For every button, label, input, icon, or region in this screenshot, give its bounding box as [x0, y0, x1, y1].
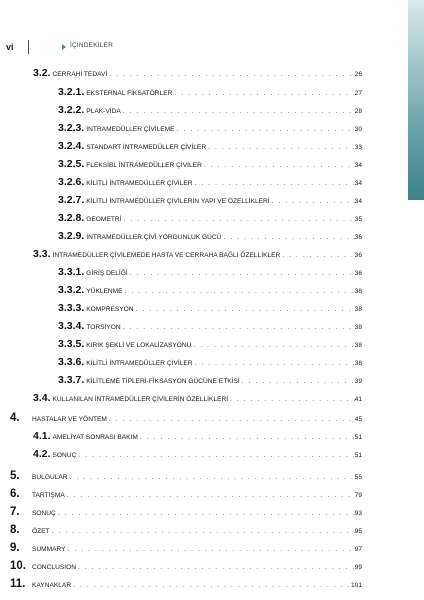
- toc-dot-leader: [193, 360, 355, 367]
- toc-entry[interactable]: [58, 320, 362, 334]
- toc-entry-number: 3.2.9.: [58, 230, 85, 242]
- page-header: [6, 40, 14, 54]
- toc-dot-leader: [50, 528, 355, 535]
- toc-entry-number: 10.: [10, 560, 26, 572]
- toc-entry-number: 3.3.3.: [58, 302, 85, 314]
- toc-entry-title: SUMMARY: [32, 546, 66, 553]
- toc-entry-page: 101: [350, 582, 362, 589]
- toc-entry-title: KİLİTLİ İNTRAMEDÜLLER ÇİVİLER: [86, 360, 193, 367]
- toc-entry[interactable]: [10, 506, 362, 520]
- toc-entry-title: İNTRAMEDÜLLER ÇİVİ YORGUNLUK GÜCÜ: [86, 234, 222, 241]
- toc-entry-title: PLAK-VİDA: [86, 108, 121, 115]
- toc-entry-number: 3.2.6.: [58, 176, 85, 188]
- toc-entry-page: 34: [354, 162, 362, 169]
- toc-entry[interactable]: [58, 194, 362, 208]
- toc-entry-title: GİRİŞ DELİĞİ: [86, 270, 128, 277]
- toc-entry-title: FLEKSİBL İNTRAMEDÜLLER ÇİVİLER: [86, 162, 202, 169]
- toc-entry-page: 39: [354, 378, 362, 385]
- toc-entry-title: SONUÇ: [52, 452, 77, 459]
- toc-entry[interactable]: [58, 230, 362, 244]
- toc-dot-leader: [65, 492, 355, 499]
- toc-entry[interactable]: [58, 122, 362, 136]
- toc-entry-page: 55: [354, 474, 362, 481]
- toc-entry-page: 51: [354, 452, 362, 459]
- toc-entry[interactable]: [33, 248, 362, 262]
- toc-entry-number: 4.2.: [33, 448, 51, 460]
- toc-entry-title: KOMPRESYON: [86, 306, 134, 313]
- toc-dot-leader: [202, 162, 355, 169]
- toc-entry-page: 36: [354, 270, 362, 277]
- toc-entry-page: 38: [354, 324, 362, 331]
- toc-entry-number: 3.3.1.: [58, 266, 85, 278]
- toc-entry[interactable]: [10, 470, 362, 484]
- toc-entry[interactable]: [10, 524, 362, 538]
- toc-entry-number: 3.2.4.: [58, 140, 85, 152]
- toc-dot-leader: [175, 126, 355, 133]
- toc-dot-leader: [138, 434, 355, 441]
- toc-entry-page: 33: [354, 144, 362, 151]
- toc-entry-number: 3.2.7.: [58, 194, 85, 206]
- toc-dot-leader: [280, 252, 354, 259]
- toc-entry-title: CERRAHİ TEDAVİ: [52, 71, 108, 78]
- toc-entry-title: TARTIŞMA: [32, 492, 65, 499]
- toc-dot-leader: [121, 324, 355, 331]
- toc-entry[interactable]: [58, 140, 362, 154]
- toc-entry-title: YÜKLENME: [86, 288, 123, 295]
- toc-entry-number: 3.2.5.: [58, 158, 85, 170]
- toc-entry-title: KİLİTLEME TİPLERİ-FİKSASYON GÜCÜNE ETKİSİ: [86, 378, 240, 385]
- toc-entry-number: 3.2.1.: [58, 86, 85, 98]
- toc-entry[interactable]: [10, 542, 362, 556]
- toc-dot-leader: [240, 378, 355, 385]
- toc-entry-page: 97: [354, 546, 362, 553]
- toc-entry[interactable]: [58, 356, 362, 370]
- toc-entry-title: KULLANILAN İNTRAMEDÜLLER ÇİVİLERİN ÖZELLİKLERİ: [52, 396, 229, 403]
- toc-dot-leader: [134, 306, 355, 313]
- toc-entry-page: 45: [354, 416, 362, 423]
- toc-entry-page: 38: [354, 342, 362, 349]
- toc-entry-title: BULGULAR: [32, 474, 68, 481]
- toc-dot-leader: [56, 510, 355, 517]
- toc-entry-page: 34: [354, 180, 362, 187]
- toc-entry-number: 8.: [10, 524, 20, 536]
- page-number: vi: [6, 42, 14, 52]
- toc-dot-leader: [221, 234, 354, 241]
- header-separator: [28, 40, 29, 54]
- toc-entry-number: 6.: [10, 488, 20, 500]
- toc-entry-title: AMELİYAT SONRASI BAKIM: [52, 434, 138, 441]
- side-color-tab: [408, 0, 424, 200]
- toc-entry-page: 38: [354, 288, 362, 295]
- toc-entry-number: 3.3.5.: [58, 338, 85, 350]
- toc-entry-page: 38: [354, 360, 362, 367]
- toc-entry-number: 3.3.6.: [58, 356, 85, 368]
- toc-entry[interactable]: [33, 448, 362, 462]
- toc-dot-leader: [193, 180, 355, 187]
- toc-entry-number: 3.3.4.: [58, 320, 85, 332]
- toc-entry-title: TORSİYON: [86, 324, 121, 331]
- toc-entry-number: 7.: [10, 506, 20, 518]
- toc-entry-number: 3.3.7.: [58, 374, 85, 386]
- toc-entry-page: 79: [354, 492, 362, 499]
- toc-entry-number: 3.2.2.: [58, 104, 85, 116]
- header-title: İÇİNDEKİLER: [70, 42, 114, 49]
- toc-entry-number: 3.3.2.: [58, 284, 85, 296]
- toc-entry[interactable]: [33, 430, 362, 444]
- toc-dot-leader: [107, 416, 355, 423]
- toc-entry-page: 99: [354, 564, 362, 571]
- toc-entry[interactable]: [10, 560, 362, 574]
- toc-entry[interactable]: [58, 104, 362, 118]
- toc-entry-title: SONUÇ: [32, 510, 56, 517]
- toc-dot-leader: [76, 452, 354, 459]
- toc-entry-page: 51: [354, 434, 362, 441]
- toc-entry[interactable]: [10, 488, 362, 502]
- toc-entry[interactable]: [58, 266, 362, 280]
- toc-entry-number: 3.2.: [33, 67, 51, 79]
- toc-entry-page: 36: [354, 234, 362, 241]
- toc-dot-leader: [71, 582, 351, 589]
- toc-entry-number: 4.: [10, 412, 20, 424]
- toc-dot-leader: [128, 270, 355, 277]
- header-arrow-icon: [62, 44, 66, 50]
- toc-entry-title: GEOMETRİ: [86, 216, 122, 223]
- toc-entry-number: 3.4.: [33, 392, 51, 404]
- toc-entry-page: 41: [354, 396, 362, 403]
- toc-dot-leader: [68, 474, 355, 481]
- toc-entry-page: 93: [354, 510, 362, 517]
- toc-entry-number: 3.2.8.: [58, 212, 85, 224]
- toc-entry-title: CONCLUSION: [32, 564, 76, 571]
- toc-entry-page: 35: [354, 216, 362, 223]
- toc-entry[interactable]: [58, 158, 362, 172]
- toc-entry[interactable]: [58, 302, 362, 316]
- toc-dot-leader: [123, 288, 355, 295]
- toc-entry-page: 36: [354, 252, 362, 259]
- toc-entry-title: KIRIK ŞEKLİ VE LOKALİZASYONU: [86, 342, 192, 349]
- toc-entry-number: 9.: [10, 542, 20, 554]
- toc-dot-leader: [172, 90, 354, 97]
- toc-dot-leader: [270, 198, 355, 205]
- toc-entry[interactable]: [58, 212, 362, 226]
- toc-entry-page: 38: [354, 306, 362, 313]
- toc-entry[interactable]: [10, 578, 362, 592]
- toc-dot-leader: [191, 342, 354, 349]
- toc-entry-title: ÖZET: [32, 528, 50, 535]
- toc-dot-leader: [66, 546, 355, 553]
- toc-dot-leader: [121, 108, 355, 115]
- toc-entry[interactable]: [33, 67, 362, 81]
- toc-entry-page: 95: [354, 528, 362, 535]
- toc-entry[interactable]: [58, 86, 362, 100]
- toc-entry-title: KİLİTLİ İNTRAMEDÜLLER ÇİVİLER: [86, 180, 193, 187]
- toc-entry-page: 26: [354, 71, 362, 78]
- toc-entry[interactable]: [58, 374, 362, 388]
- toc-entry-title: HASTALAR VE YÖNTEM: [32, 416, 107, 423]
- toc-entry-page: 27: [354, 90, 362, 97]
- toc-entry[interactable]: [10, 412, 362, 426]
- toc-entry-number: 11.: [10, 578, 26, 590]
- toc-entry[interactable]: [58, 338, 362, 352]
- toc-entry-page: 28: [354, 108, 362, 115]
- toc-entry-page: 34: [354, 198, 362, 205]
- toc-entry-title: İNTRAMEDÜLLER ÇİVİLEMEDE HASTA VE CERRAHA BAĞLI ÖZELLİKLER: [52, 252, 281, 259]
- toc-dot-leader: [206, 144, 355, 151]
- toc-dot-leader: [107, 71, 354, 78]
- toc-entry-number: 4.1.: [33, 430, 51, 442]
- toc-entry-title: KAYNAKLAR: [32, 582, 72, 589]
- toc-entry-page: 30: [354, 126, 362, 133]
- toc-entry-title: EKSTERNAL FİKSATÖRLER: [86, 90, 173, 97]
- toc-entry[interactable]: [58, 176, 362, 190]
- toc-dot-leader: [76, 564, 355, 571]
- toc-entry[interactable]: [58, 284, 362, 298]
- toc-entry-title: İNTRAMEDÜLLER ÇİVİLEME: [86, 126, 175, 133]
- toc-dot-leader: [228, 396, 355, 403]
- toc-entry-number: 3.3.: [33, 248, 51, 260]
- toc-dot-leader: [121, 216, 354, 223]
- toc-entry-number: 3.2.3.: [58, 122, 85, 134]
- toc-entry-title: KİLİTLİ İNTRAMEDÜLLER ÇİVİLERİN YAPI VE ÖZELLİKLERİ: [86, 198, 270, 205]
- toc-entry-number: 5.: [10, 470, 20, 482]
- toc-entry-title: STANDART İNTRAMEDÜLLER ÇİVİLER: [86, 144, 207, 151]
- toc-entry[interactable]: [33, 392, 362, 406]
